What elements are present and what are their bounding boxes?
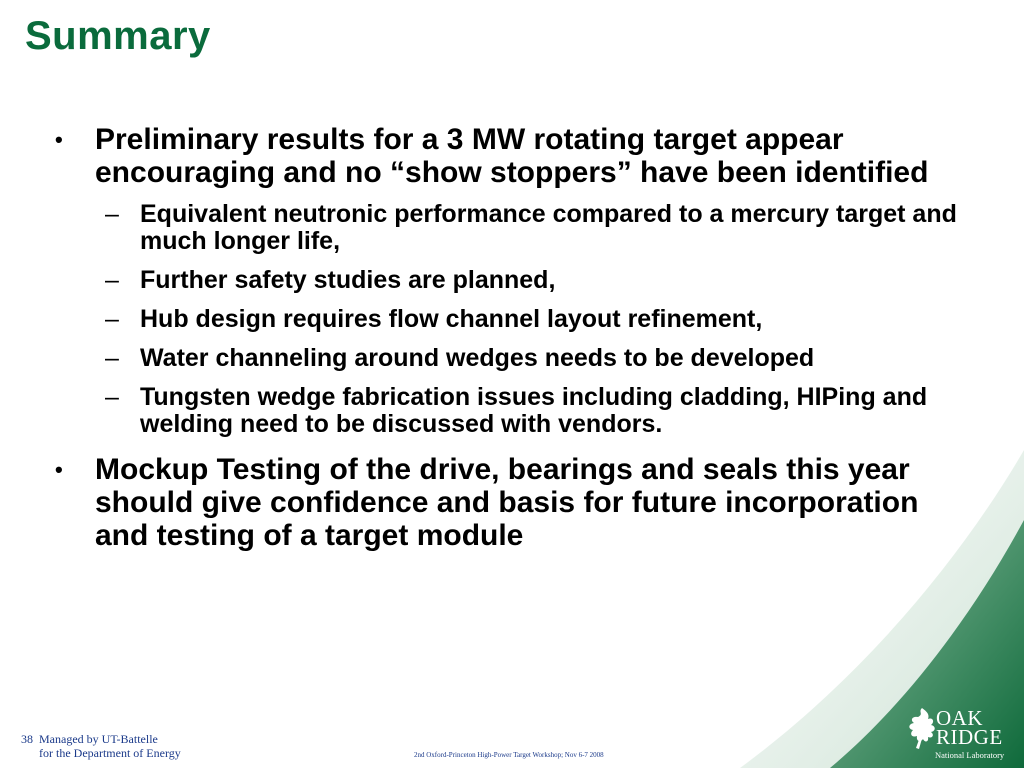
bullet-item: [55, 453, 960, 552]
sub-bullet-text: Further safety studies are planned,: [140, 266, 556, 294]
bullet-text: Preliminary results for a 3 MW rotating target appear encouraging and no “show stoppers” have been identified: [95, 123, 929, 189]
sub-bullet-text: Tungsten wedge fabrication issues including cladding, HIPing and welding need to be discussed with vendors.: [140, 383, 928, 438]
dash-marker: –: [105, 305, 119, 333]
logo-national-laboratory-text: National Laboratory: [935, 750, 1005, 760]
sub-bullet-item: [95, 384, 960, 438]
sub-bullet-text: Hub design requires flow channel layout refinement,: [140, 305, 763, 333]
bullet-dot: •: [55, 457, 63, 482]
sub-bullet-text: Water channeling around wedges needs to be developed: [140, 344, 815, 372]
slide-title: Summary: [25, 14, 211, 58]
sub-bullet-text: Equivalent neutronic performance compared to a mercury target and much longer life,: [140, 200, 957, 255]
dash-marker: –: [105, 383, 119, 411]
logo-ridge-text: RIDGE: [936, 725, 1003, 749]
bullet-text: Mockup Testing of the drive, bearings and seals this year should give confidence and basis for future incorporation and testing of a target module: [95, 453, 919, 552]
dash-marker: –: [105, 200, 119, 228]
managed-line-2: for the Department of Energy: [39, 746, 181, 760]
sub-bullet-item: [95, 306, 960, 333]
page-number: 38: [21, 732, 33, 746]
sub-bullet-list: [95, 201, 960, 438]
managed-line-1: Managed by UT-Battelle: [39, 732, 158, 746]
footer-event: 2nd Oxford-Princeton High-Power Target Workshop; Nov 6-7 2008: [414, 751, 604, 759]
sub-bullet-item: [95, 345, 960, 372]
sub-bullet-item: [95, 267, 960, 294]
sub-bullet-item: [95, 201, 960, 255]
bullet-dot: •: [55, 127, 63, 152]
dash-marker: –: [105, 266, 119, 294]
dash-marker: –: [105, 344, 119, 372]
footer-managed-by: [21, 732, 181, 760]
logo-oak-text: OAK: [936, 706, 983, 730]
bullet-item: [55, 123, 960, 438]
bullet-list: [55, 123, 960, 552]
